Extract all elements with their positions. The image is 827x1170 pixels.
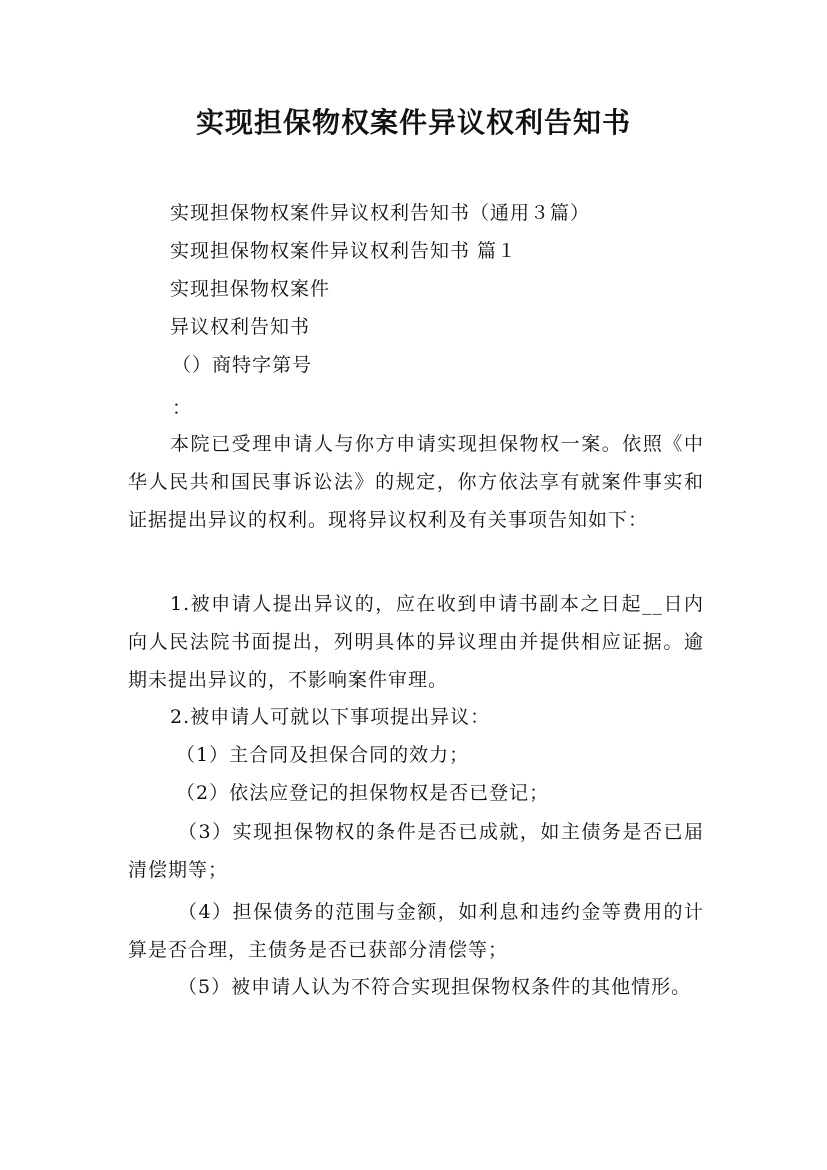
chapter-heading: 实现担保物权案件异议权利告知书 篇１ bbox=[170, 240, 518, 262]
subtitle-line: 实现担保物权案件异议权利告知书（通用３篇） bbox=[170, 202, 591, 224]
sub-item-3: （3）实现担保物权的条件是否已成就，如主债务是否已届清偿期等； bbox=[128, 821, 704, 881]
heading-line-1: 实现担保物权案件 bbox=[170, 278, 331, 300]
heading-line-2: 异议权利告知书 bbox=[170, 316, 311, 338]
case-number-line: （）商特字第号 bbox=[172, 354, 313, 376]
intro-paragraph: 本院已受理申请人与你方申请实现担保物权一案。依照《中华人民共和国民事诉讼法》的规定，你方依法享有就案件事实和证据提出异议的权利。现将异议权利及有关事项告知如下： bbox=[128, 433, 704, 531]
sub-item-4: （4）担保债务的范围与金额，如利息和违约金等费用的计算是否合理，主债务是否已获部分清偿等； bbox=[128, 901, 704, 961]
sub-item-5: （5）被申请人认为不符合实现担保物权条件的其他情形。 bbox=[178, 976, 692, 998]
sub-item-2: （2）依法应登记的担保物权是否已登记； bbox=[176, 782, 550, 804]
document-title: 实现担保物权案件异议权利告知书 bbox=[195, 106, 631, 139]
sub-item-1: （1）主合同及担保合同的效力； bbox=[176, 744, 470, 766]
point-1-paragraph: 1.被申请人提出异议的，应在收到申请书副本之日起__日内向人民法院书面提出，列明具体的异议理由并提供相应证据。逾期未提出异议的，不影响案件审理。 bbox=[128, 593, 704, 691]
point-2-heading: 2.被申请人可就以下事项提出异议： bbox=[170, 706, 491, 728]
addressee-line: ： bbox=[172, 397, 193, 419]
